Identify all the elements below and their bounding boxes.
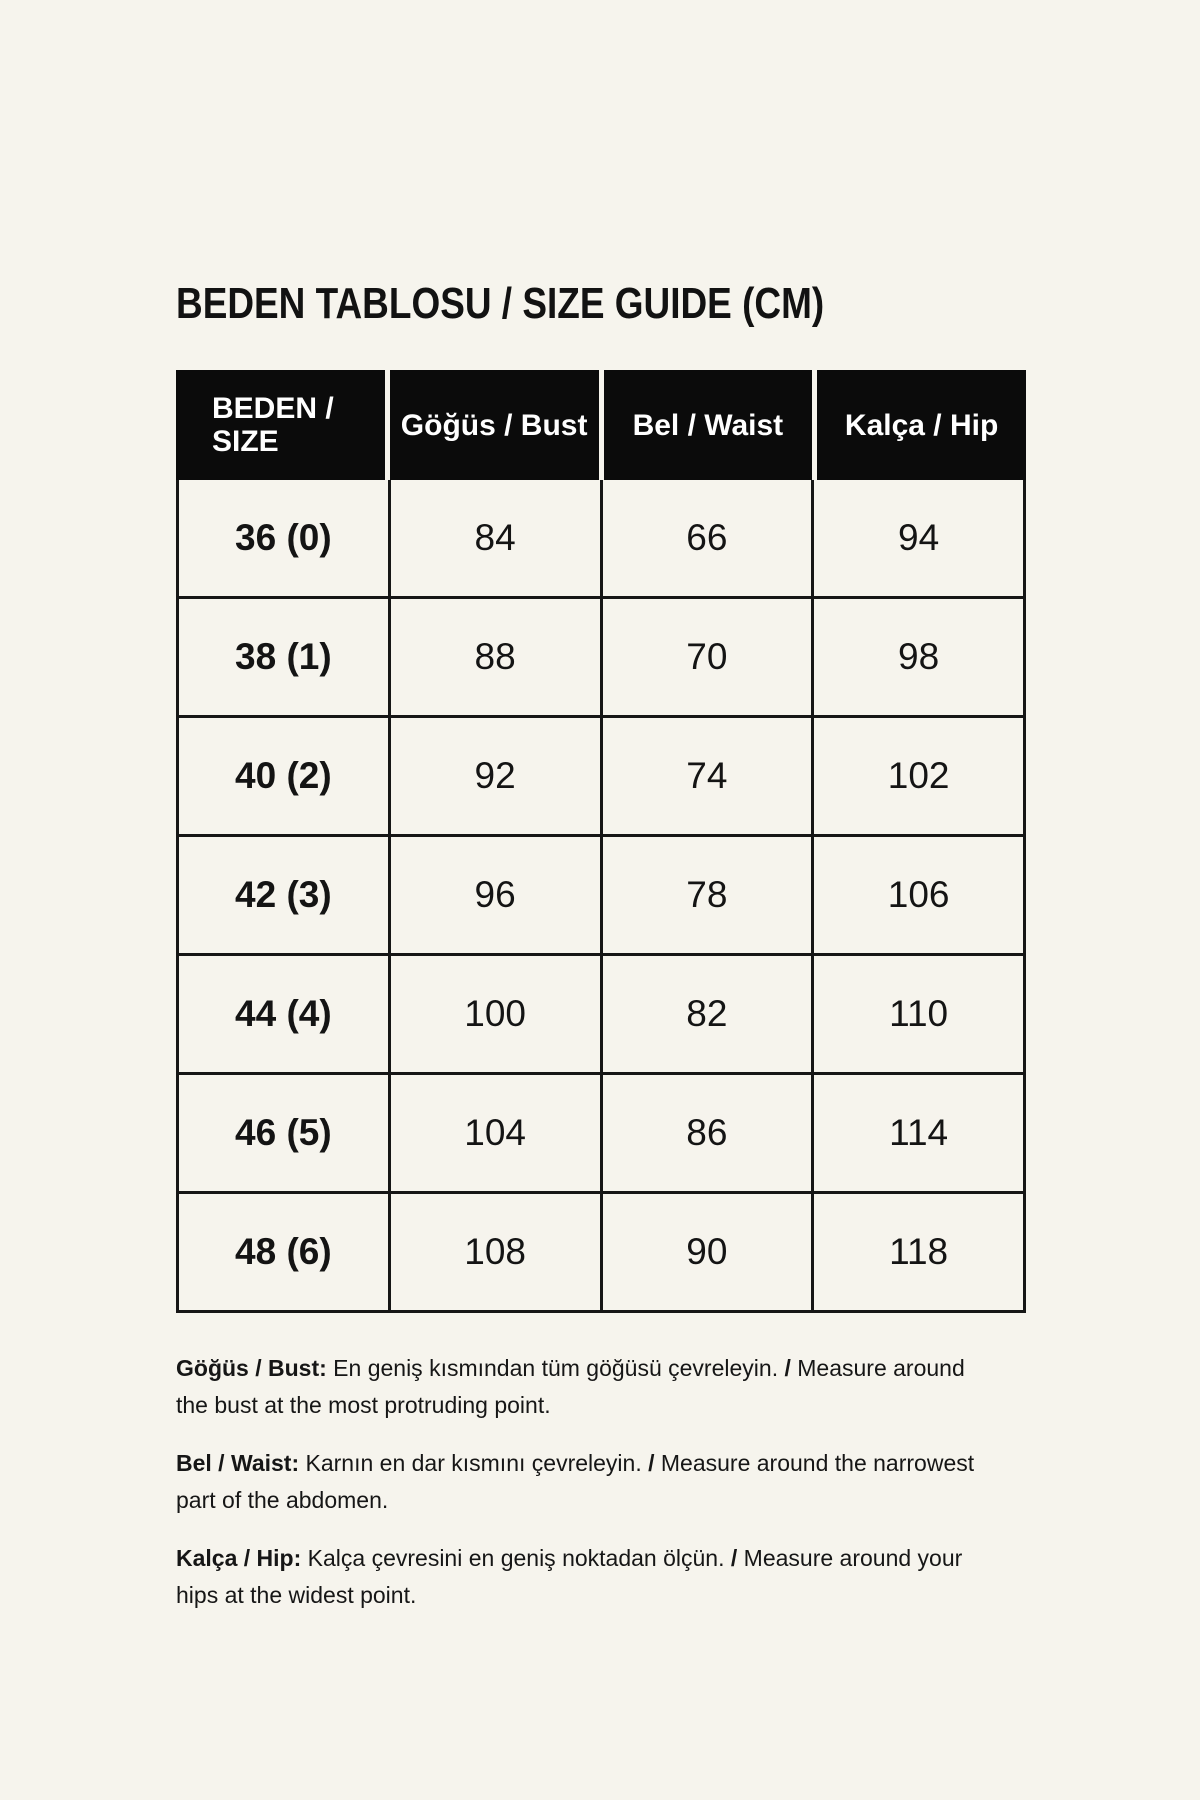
cell-bust: 84 xyxy=(391,480,600,596)
cell-hip: 118 xyxy=(814,1194,1023,1310)
cell-hip: 114 xyxy=(814,1075,1023,1191)
note-bust-english: Measure around the bust at the most protruding point. xyxy=(176,1355,965,1418)
cell-bust: 104 xyxy=(391,1075,600,1191)
cell-size: 46 (5) xyxy=(179,1075,388,1191)
cell-waist: 74 xyxy=(603,718,812,834)
cell-waist: 82 xyxy=(603,956,812,1072)
cell-size: 38 (1) xyxy=(179,599,388,715)
cell-size: 42 (3) xyxy=(179,837,388,953)
note-hip-slash: / xyxy=(730,1545,738,1571)
note-waist-turkish: Karnın en dar kısmını çevreleyin. xyxy=(305,1450,642,1476)
cell-hip: 98 xyxy=(814,599,1023,715)
cell-size: 36 (0) xyxy=(179,480,388,596)
cell-hip: 94 xyxy=(814,480,1023,596)
size-table-header xyxy=(176,370,1026,480)
cell-size: 48 (6) xyxy=(179,1194,388,1310)
cell-bust: 100 xyxy=(391,956,600,1072)
size-guide-table xyxy=(176,370,1026,1313)
header-cell-bust: Göğüs / Bust xyxy=(390,370,599,480)
cell-bust: 108 xyxy=(391,1194,600,1310)
note-hip-turkish: Kalça çevresini en geniş noktadan ölçün. xyxy=(307,1545,725,1571)
note-waist-english: Measure around the narrowest part of the abdomen. xyxy=(176,1450,975,1513)
note-hip xyxy=(176,1540,1001,1614)
cell-waist: 66 xyxy=(603,480,812,596)
cell-bust: 88 xyxy=(391,599,600,715)
page-title: BEDEN TABLOSU / SIZE GUIDE (CM) xyxy=(176,279,825,328)
cell-hip: 106 xyxy=(814,837,1023,953)
cell-waist: 70 xyxy=(603,599,812,715)
cell-waist: 90 xyxy=(603,1194,812,1310)
cell-hip: 102 xyxy=(814,718,1023,834)
cell-size: 44 (4) xyxy=(179,956,388,1072)
header-cell-size xyxy=(176,370,385,480)
header-cell-waist: Bel / Waist xyxy=(604,370,813,480)
measurement-notes xyxy=(176,1350,1001,1635)
cell-waist: 78 xyxy=(603,837,812,953)
note-hip-english: Measure around your hips at the widest point. xyxy=(176,1545,963,1608)
cell-hip: 110 xyxy=(814,956,1023,1072)
note-waist-slash: / xyxy=(648,1450,655,1476)
cell-bust: 96 xyxy=(391,837,600,953)
note-bust-turkish: En geniş kısmından tüm göğüsü çevreleyin. xyxy=(333,1355,779,1381)
note-bust xyxy=(176,1350,1001,1424)
cell-waist: 86 xyxy=(603,1075,812,1191)
size-table-body xyxy=(176,480,1026,1313)
cell-size: 40 (2) xyxy=(179,718,388,834)
header-cell-hip: Kalça / Hip xyxy=(817,370,1026,480)
header-size-line2: SIZE xyxy=(212,425,279,458)
cell-bust: 92 xyxy=(391,718,600,834)
note-waist xyxy=(176,1445,1001,1519)
note-bust-slash: / xyxy=(784,1355,791,1381)
header-size-line1: BEDEN / xyxy=(212,392,334,425)
note-hip-label: Kalça / Hip: xyxy=(176,1545,302,1571)
note-bust-label: Göğüs / Bust: xyxy=(176,1355,327,1381)
note-waist-label: Bel / Waist: xyxy=(176,1450,300,1476)
